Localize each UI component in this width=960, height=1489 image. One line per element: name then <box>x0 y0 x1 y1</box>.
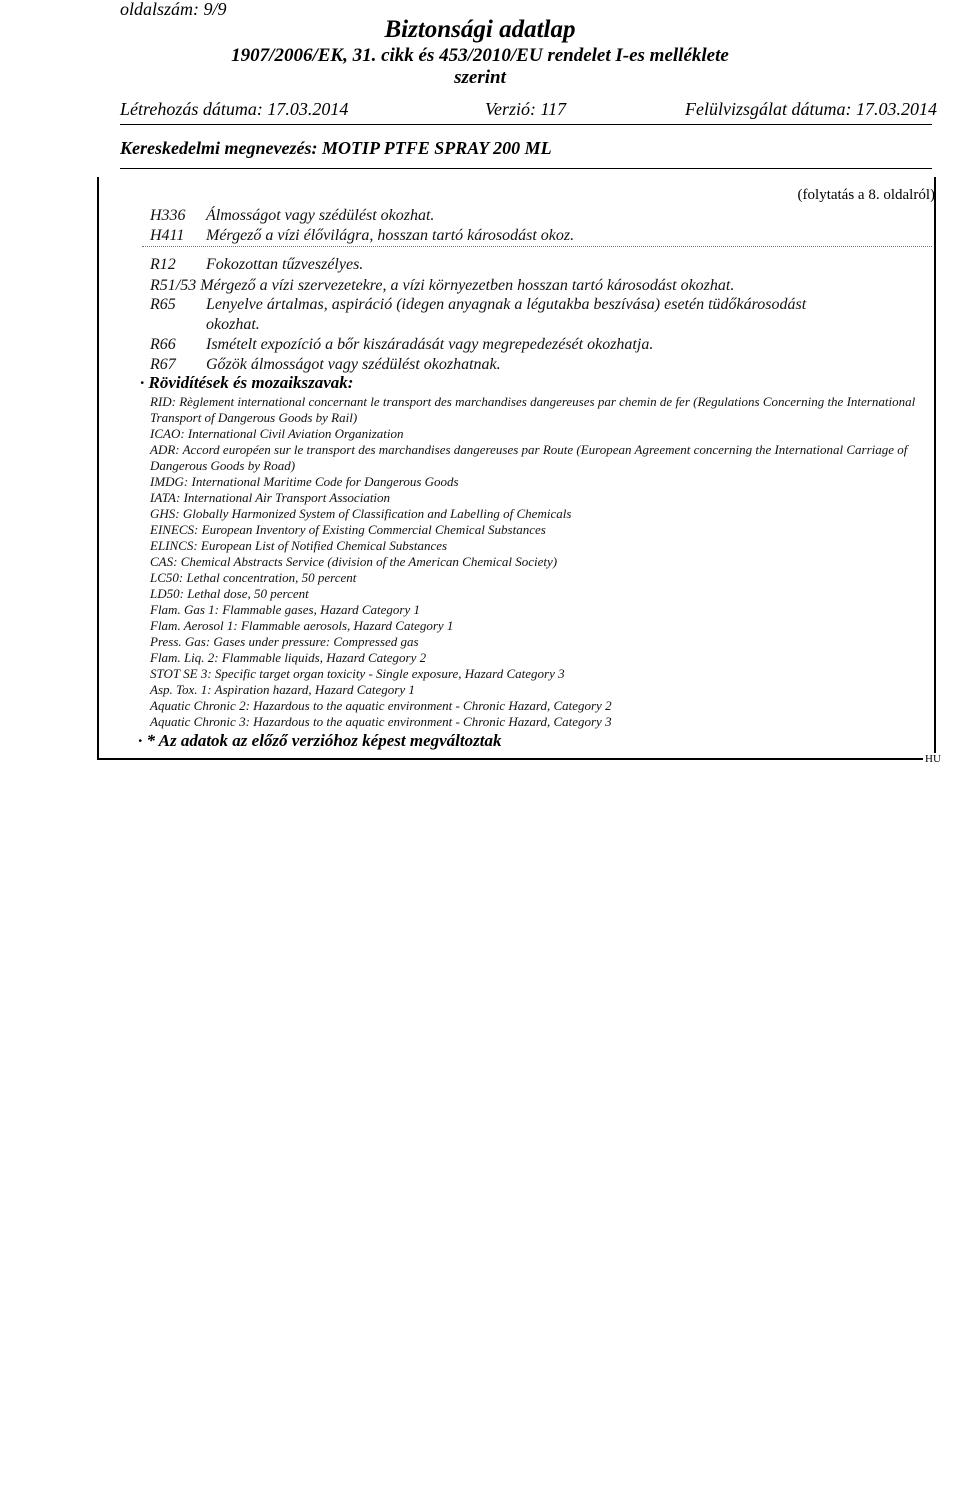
dotted-divider <box>142 246 932 247</box>
statement-text: Ismételt expozíció a bőr kiszáradását vagy megrepedezését okozhatja. <box>206 336 654 353</box>
version-change-note: · * Az adatok az előző verzióhoz képest megváltoztak <box>138 731 502 750</box>
abbreviation-item: RID: Règlement international concernant le transport des marchandises dangereuses par chemin de fer (Regulations Concerning the International Transport of Dangerous Goods by Rail) <box>150 394 916 425</box>
version-number: Verzió: 117 <box>485 99 567 119</box>
statement-code: R12 <box>150 256 176 273</box>
abbreviation-item: Flam. Liq. 2: Flammable liquids, Hazard Category 2 <box>150 650 427 665</box>
r-statement <box>150 335 653 355</box>
continued-from-note: (folytatás a 8. oldalról) <box>797 187 935 203</box>
abbreviation-item: ELINCS: European List of Notified Chemical Substances <box>150 538 448 553</box>
statement-text: Mérgező a vízi szervezetekre, a vízi környezetben hosszan tartó károsodást okozhat. <box>200 277 735 294</box>
abbreviation-item: Flam. Gas 1: Flammable gases, Hazard Category 1 <box>150 602 420 617</box>
trade-name: Kereskedelmi megnevezés: MOTIP PTFE SPRAY 200 ML <box>120 138 552 158</box>
abbreviation-item: Press. Gas: Gases under pressure: Compressed gas <box>150 634 419 649</box>
statement-code: R51/53 <box>150 277 197 294</box>
statement-text: Gőzök álmosságot vagy szédülést okozhatnak. <box>206 356 501 373</box>
abbreviation-item: LD50: Lethal dose, 50 percent <box>150 586 309 601</box>
trade-name-divider <box>120 168 932 169</box>
abbreviation-item: STOT SE 3: Specific target organ toxicity - Single exposure, Hazard Category 3 <box>150 666 565 681</box>
statement-code: H336 <box>150 207 186 224</box>
regulation-subtitle: 1907/2006/EK, 31. cikk és 453/2010/EU rendelet I-es melléklete <box>231 45 729 66</box>
r-statement <box>150 295 806 335</box>
abbreviation-item: IMDG: International Maritime Code for Dangerous Goods <box>150 474 459 489</box>
statement-code: H411 <box>150 227 185 244</box>
abbreviation-item: Flam. Aerosol 1: Flammable aerosols, Hazard Category 1 <box>150 618 454 633</box>
abbreviation-item: EINECS: European Inventory of Existing Commercial Chemical Substances <box>150 522 546 537</box>
document-title: Biztonsági adatlap <box>384 16 576 43</box>
regulation-subtitle-cont: szerint <box>454 67 506 88</box>
r-statement <box>150 355 501 375</box>
statement-text-continued: okozhat. <box>206 316 260 333</box>
abbreviation-item: ADR: Accord européen sur le transport des marchandises dangereuses par Route (European Agreement concerning the International Carriage of Dangerous Goods by Road) <box>150 442 908 473</box>
statement-code: R67 <box>150 356 176 373</box>
abbreviations-heading: · Rövidítések és mozaikszavak: <box>140 373 354 392</box>
statement-code: R66 <box>150 336 176 353</box>
r-statement <box>150 255 363 275</box>
language-code: HU <box>925 753 941 765</box>
statement-code: R65 <box>150 296 176 313</box>
statement-text: Mérgező a vízi élővilágra, hosszan tartó károsodást okoz. <box>206 227 575 244</box>
page-number: oldalszám: 9/9 <box>120 0 227 19</box>
r-statement <box>150 276 734 296</box>
statement-text: Fokozottan tűzveszélyes. <box>206 256 364 273</box>
abbreviation-item: IATA: International Air Transport Association <box>150 490 391 505</box>
creation-date: Létrehozás dátuma: 17.03.2014 <box>120 99 349 119</box>
abbreviation-item: Aquatic Chronic 3: Hazardous to the aquatic environment - Chronic Hazard, Category 3 <box>150 714 612 729</box>
abbreviation-item: CAS: Chemical Abstracts Service (division of the American Chemical Society) <box>150 554 558 569</box>
revision-date: Felülvizsgálat dátuma: 17.03.2014 <box>685 99 937 119</box>
abbreviation-item: GHS: Globally Harmonized System of Classification and Labelling of Chemicals <box>150 506 572 521</box>
h-statement <box>150 226 574 246</box>
header-divider <box>120 124 932 125</box>
abbreviation-item: Aquatic Chronic 2: Hazardous to the aquatic environment - Chronic Hazard, Category 2 <box>150 698 612 713</box>
statement-text: Álmosságot vagy szédülést okozhat. <box>206 207 435 224</box>
abbreviation-item: ICAO: International Civil Aviation Organization <box>150 426 404 441</box>
h-statement <box>150 206 434 226</box>
abbreviation-item: LC50: Lethal concentration, 50 percent <box>150 570 357 585</box>
abbreviation-item: Asp. Tox. 1: Aspiration hazard, Hazard Category 1 <box>150 682 415 697</box>
statement-text: Lenyelve ártalmas, aspiráció (idegen anyagnak a légutakba beszívása) esetén tüdőkárosodást <box>206 296 807 313</box>
